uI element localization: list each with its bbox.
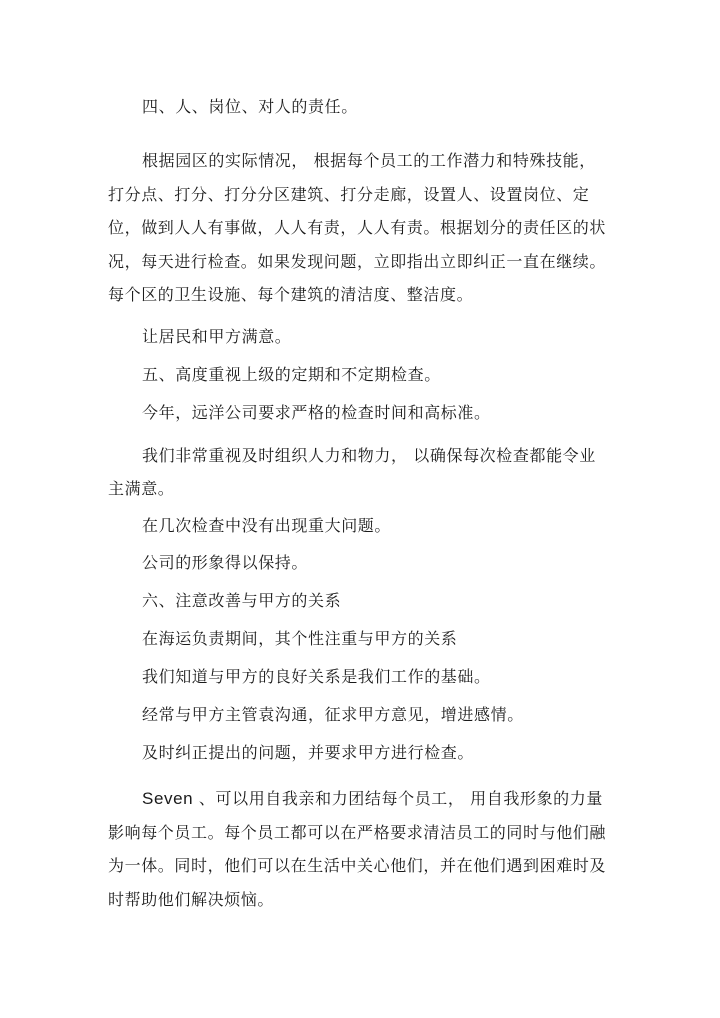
body-paragraph: 根据园区的实际情况， 根据每个员工的工作潜力和特殊技能， 打分点、打分、打分分区建筑、打分走廊，设置人、设置岗位、定位，做到人人有事做，人人有责，人人有责。根据划分的责任区的状况，每天进行检查。如果发现问题，立即指出立即纠正一直在继续。每个区的卫生设施、每个建筑的清洁度、整洁度。 [108, 151, 607, 304]
body-paragraph: 我们知道与甲方的良好关系是我们工作的基础。 [142, 667, 491, 686]
section-heading-four: 四、人、岗位、对人的责任。 [142, 97, 358, 116]
body-paragraph: 公司的形象得以保持。 [142, 553, 309, 572]
section-seven-lead: Seven [142, 789, 194, 808]
section-heading-five: 五、高度重视上级的定期和不定期检查。 [142, 365, 441, 384]
body-paragraph: 在海运负责期间，其个性注重与甲方的关系 [142, 629, 458, 648]
body-paragraph: 让居民和甲方满意。 [142, 327, 292, 346]
body-paragraph: 及时纠正提出的问题，并要求甲方进行检查。 [142, 743, 475, 762]
body-paragraph: 今年，远洋公司要求严格的检查时间和高标准。 [142, 403, 491, 422]
body-paragraph: 在几次检查中没有出现重大问题。 [142, 516, 392, 535]
body-paragraph: 经常与甲方主管袁沟通，征求甲方意见，增进感情。 [142, 705, 524, 724]
section-seven-paragraph [108, 782, 608, 916]
section-heading-six: 六、注意改善与甲方的关系 [142, 591, 342, 610]
body-paragraph: 我们非常重视及时组织人力和物力， 以确保每次检查都能令业主满意。 [108, 446, 596, 498]
section-seven-text: 、可以用自我亲和力团结每个员工， 用自我形象的力量影响每个员工。每个员工都可以在严格要求清洁员工的同时与他们融为一体。同时，他们可以在生活中关心他们，并在他们遇到困难时及时帮助他们解决烦恼。 [108, 789, 607, 909]
